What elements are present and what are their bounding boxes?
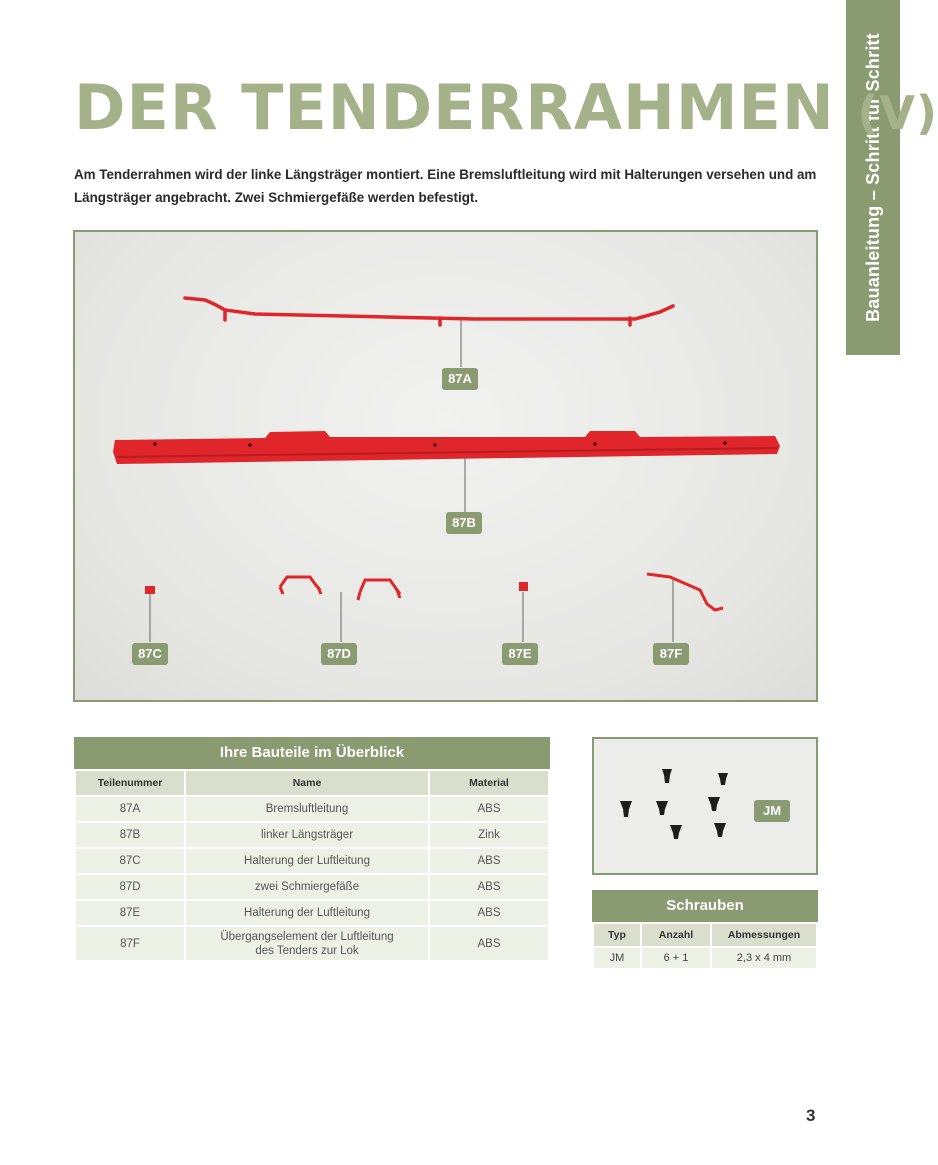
- cell-number: 87C: [75, 848, 185, 874]
- parts-table-caption: Ihre Bauteile im Überblick: [74, 737, 550, 769]
- table-row: [75, 796, 549, 822]
- chapter-tab-label: Bauanleitung – Schritt für Schritt: [862, 33, 883, 322]
- cell-material: ABS: [429, 874, 549, 900]
- parts-photo: [73, 230, 818, 702]
- table-row: [75, 900, 549, 926]
- cell-name: zwei Schmiergefäße: [185, 874, 429, 900]
- part-label-87e: 87E: [502, 643, 538, 665]
- cell-number: 87F: [75, 926, 185, 961]
- part-label-87d: 87D: [321, 643, 357, 665]
- cell-material: ABS: [429, 900, 549, 926]
- cell-material: ABS: [429, 926, 549, 961]
- col-header-material: Material: [429, 770, 549, 796]
- cell-name: linker Längsträger: [185, 822, 429, 848]
- page-number: 3: [806, 1106, 816, 1125]
- page-title: [74, 72, 938, 149]
- cell-name-line2: des Tenders zur Lok: [255, 944, 359, 957]
- cell-number: 87B: [75, 822, 185, 848]
- col-header-size: Abmessungen: [711, 923, 817, 947]
- cell-name: Halterung der Luftleitung: [185, 848, 429, 874]
- page-title-suffix: (V): [857, 86, 938, 140]
- cell-name-line1: Übergangselement der Luftleitung: [220, 930, 394, 943]
- chapter-tab: [846, 0, 900, 355]
- screw-label-jm: JM: [754, 800, 790, 822]
- screws-table-caption: Schrauben: [592, 890, 818, 922]
- table-row: [75, 848, 549, 874]
- cell-number: 87A: [75, 796, 185, 822]
- part-label-87b: 87B: [446, 512, 482, 534]
- cell-name: Bremsluftleitung: [185, 796, 429, 822]
- col-header-name: Name: [185, 770, 429, 796]
- screws-table: [592, 890, 818, 970]
- screw-icons: [620, 769, 728, 839]
- table-row: [593, 947, 817, 969]
- cell-material: ABS: [429, 796, 549, 822]
- cell-type: JM: [593, 947, 641, 969]
- col-header-number: Teilenummer: [75, 770, 185, 796]
- cell-number: 87E: [75, 900, 185, 926]
- parts-table: [74, 737, 550, 962]
- part-87a-brake-line: [185, 298, 673, 325]
- part-87e-holder: [519, 582, 528, 591]
- page-title-main: DER TENDERRAHMEN: [74, 71, 835, 144]
- part-label-87c: 87C: [132, 643, 168, 665]
- cell-name: Halterung der Luftleitung: [185, 900, 429, 926]
- part-87b-long-beam: [113, 431, 780, 464]
- cell-number: 87D: [75, 874, 185, 900]
- table-row: [75, 874, 549, 900]
- cell-size: 2,3 x 4 mm: [711, 947, 817, 969]
- col-header-type: Typ: [593, 923, 641, 947]
- part-label-87a: 87A: [442, 368, 478, 390]
- cell-material: ABS: [429, 848, 549, 874]
- table-row: [75, 926, 549, 961]
- part-87c-holder: [145, 586, 155, 594]
- cell-count: 6 + 1: [641, 947, 711, 969]
- col-header-count: Anzahl: [641, 923, 711, 947]
- screws-photo: [592, 737, 818, 875]
- cell-name: [185, 926, 429, 961]
- table-row: [75, 822, 549, 848]
- cell-material: Zink: [429, 822, 549, 848]
- part-label-87f: 87F: [653, 643, 689, 665]
- part-87d-grease-cups: [280, 577, 400, 600]
- parts-illustration: [75, 232, 816, 700]
- part-87f-transition: [647, 574, 723, 610]
- intro-text: Am Tenderrahmen wird der linke Längsträger montiert. Eine Bremsluftleitung wird mit Halterungen versehen und am Längsträger angebracht. Zwei Schmiergefäße werden befestigt.: [74, 167, 817, 205]
